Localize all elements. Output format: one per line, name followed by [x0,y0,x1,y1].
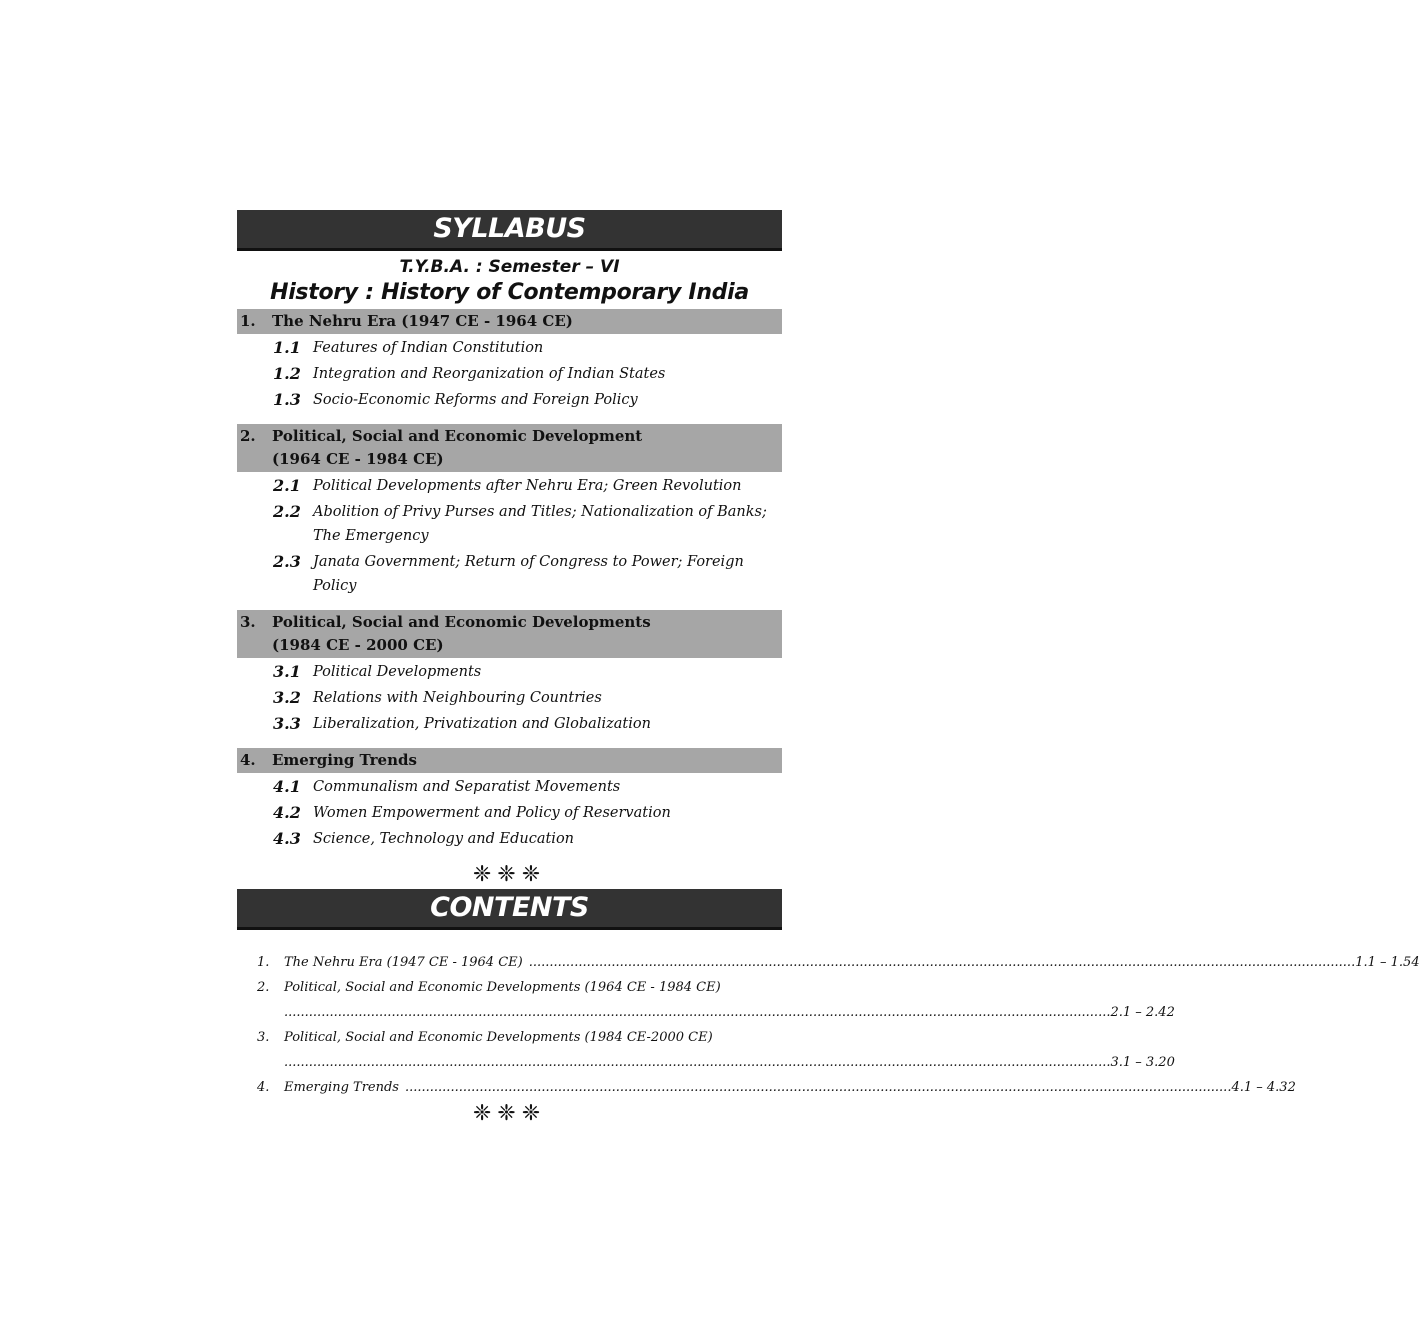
contents-entry [237,950,1420,975]
topic-text: Communalism and Separatist Movements [313,779,621,795]
contents-banner: CONTENTS [237,889,782,930]
topic-item [237,775,782,799]
contents-title: Political, Social and Economic Developments (1964 CE - 1984 CE) [284,980,721,995]
contents-number: 2. [257,980,270,995]
topic-item [237,686,782,710]
unit-number: 1. [240,312,256,330]
unit-heading [237,309,782,334]
contents-entry-continued [237,1050,1175,1075]
unit-number: 3. [240,613,256,631]
topic-number: 4.1 [273,777,301,796]
unit-title-line: Emerging Trends [272,751,417,769]
unit-title [272,310,782,333]
topic-number: 3.1 [273,662,301,681]
syllabus-banner: SYLLABUS [237,210,782,251]
course-title: History : History of Contemporary India [270,280,749,305]
topic-text: Relations with Neighbouring Countries [313,690,602,706]
unit-title-line: Political, Social and Economic Developments [272,613,651,631]
topic-text: Abolition of Privy Purses and Titles; Nationalization of Banks; The Emergency [313,504,767,544]
contents-number: 4. [257,1080,270,1095]
topic-item [237,660,782,684]
topic-number: 1.1 [273,338,301,357]
topic-item [237,336,782,360]
contents-entry [237,1025,782,1050]
contents-entry-continued [237,1000,1175,1025]
syllabus-page [237,210,1420,1126]
contents-pages: 2.1 – 2.42 [1110,1005,1175,1020]
topic-text: Janata Government; Return of Congress to Power; Foreign Policy [313,554,744,594]
topic-number: 4.3 [273,829,301,848]
contents-pages: 4.1 – 4.32 [1231,1080,1296,1095]
unit-heading [237,610,782,658]
topic-item [237,388,782,412]
contents-indent [237,1000,284,1025]
topic-text: Features of Indian Constitution [313,340,544,356]
topic-item [237,362,782,386]
unit-title [272,425,782,471]
unit-heading [237,748,782,773]
unit-title-line: (1984 CE - 2000 CE) [272,636,444,654]
topic-text: Science, Technology and Education [313,831,575,847]
contents-title: Political, Social and Economic Developments (1984 CE-2000 CE) [284,1030,713,1045]
topic-item [237,712,782,736]
topic-number: 4.2 [273,803,301,822]
topic-text: Political Developments after Nehru Era; Green Revolution [313,478,742,494]
topic-text: Socio-Economic Reforms and Foreign Policy [313,392,638,408]
syllabus-unit [237,610,782,736]
end-separator: ❈❈❈ [472,1101,547,1126]
topic-text: Women Empowerment and Policy of Reservation [313,805,671,821]
topic-number: 3.3 [273,714,301,733]
leader-dots: ........................................................................................................................................................................................................ [528,955,1356,970]
contents-number: 3. [257,1030,270,1045]
topic-text: Liberalization, Privatization and Globalization [313,716,651,732]
contents-pages: 1.1 – 1.54 [1355,955,1420,970]
topic-item [237,500,782,548]
topic-number: 3.2 [273,688,301,707]
topic-item [237,801,782,825]
unit-title-line: The Nehru Era (1947 CE - 1964 CE) [272,312,573,330]
topic-number: 2.3 [273,552,301,571]
unit-heading [237,424,782,472]
topic-item [237,550,782,598]
contents-list [237,950,1420,1100]
unit-title [272,749,782,772]
syllabus-unit [237,748,782,851]
topic-number: 1.2 [273,364,301,383]
syllabus-unit [237,424,782,598]
unit-number: 4. [240,751,256,769]
topic-item [237,827,782,851]
unit-list [237,309,782,851]
topic-text: Political Developments [313,664,482,680]
syllabus-unit [237,309,782,412]
contents-indent [237,1050,284,1075]
contents-entry [237,1075,1296,1100]
unit-title-line: (1964 CE - 1984 CE) [272,450,444,468]
contents-entry [237,975,782,1000]
leader-dots: ........................................................................................................................................................................................................ [284,1005,1111,1020]
topic-number: 1.3 [273,390,301,409]
unit-number: 2. [240,427,256,445]
topic-text: Integration and Reorganization of Indian States [313,366,666,382]
course-subtitle: T.Y.B.A. : Semester – VI [399,257,620,277]
unit-title-line: Political, Social and Economic Development [272,427,643,445]
topic-item [237,474,782,498]
leader-dots: ........................................................................................................................................................................................................ [284,1055,1111,1070]
topic-number: 2.2 [273,502,301,521]
section-separator: ❈❈❈ [472,862,547,887]
topic-number: 2.1 [273,476,301,495]
contents-number: 1. [257,955,270,970]
unit-title [272,611,782,657]
contents-title: The Nehru Era (1947 CE - 1964 CE) [284,955,523,970]
contents-pages: 3.1 – 3.20 [1110,1055,1175,1070]
contents-title: Emerging Trends [284,1080,399,1095]
leader-dots: ........................................................................................................................................................................................................ [404,1080,1232,1095]
